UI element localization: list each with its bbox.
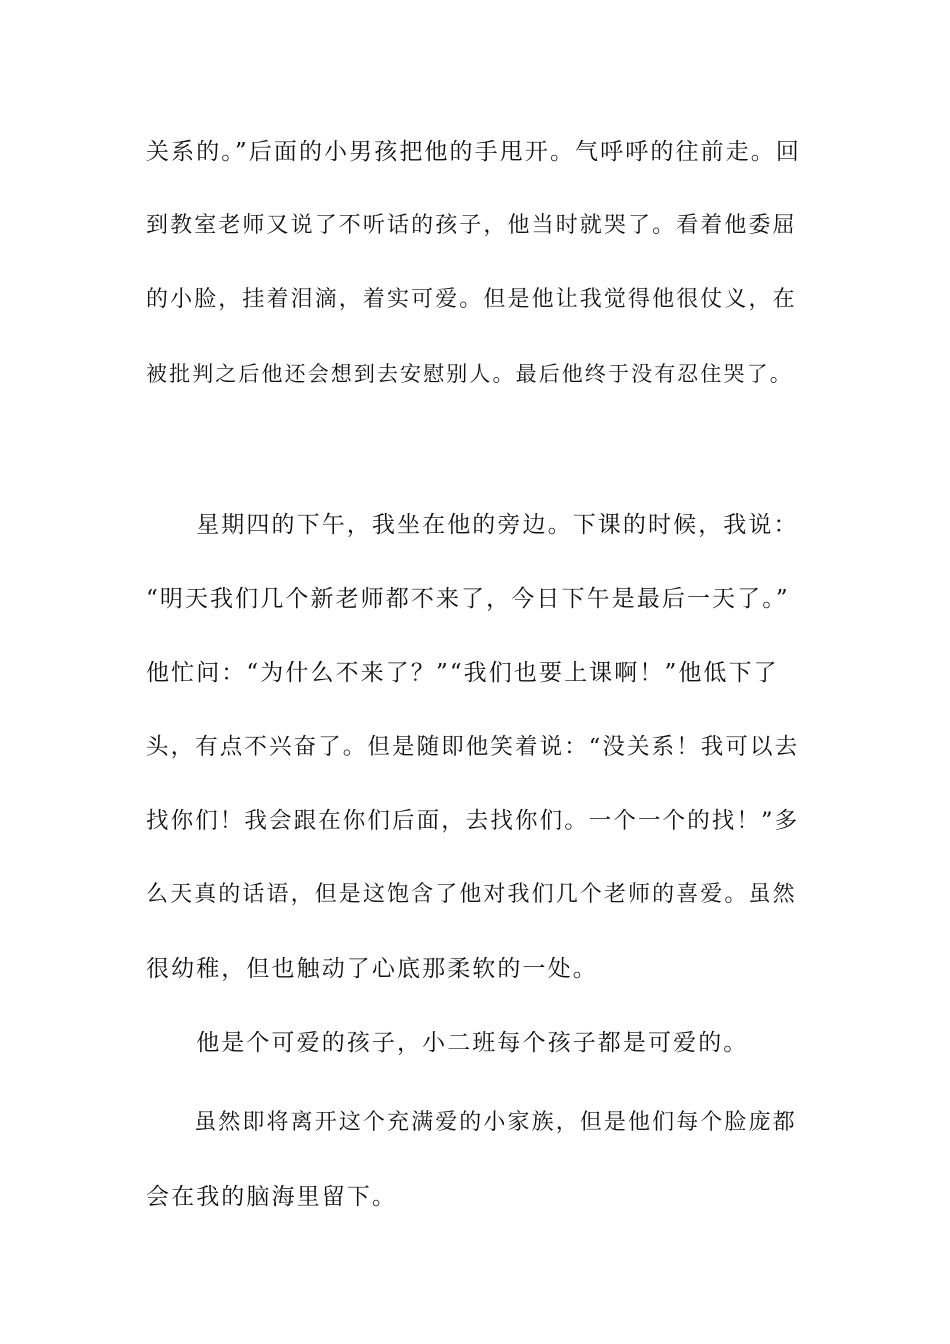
paragraph-1 [146,115,806,411]
text-line: 么天真的话语，但是这饱含了他对我们几个老师的喜爱。虽然 [146,882,797,907]
text-line: 会在我的脑海里留下。 [146,1184,397,1210]
text-line: 到教室老师又说了不听话的孩子，他当时就哭了。看着他委屈 [146,213,797,238]
text-line: 他是个可爱的孩子，小二班每个孩子都是可爱的。 [146,1030,749,1056]
text-line: 虽然即将离开这个充满爱的小家族，但是他们每个脸庞都 [146,1110,797,1135]
text-line: 头，有点不兴奋了。但是随即他笑着说：“没关系！我可以去 [146,734,800,760]
text-line: 星期四的下午，我坐在他的旁边。下课的时候，我说： [146,512,799,538]
paragraph-4 [146,1086,806,1234]
text-line: 关系的。”后面的小男孩把他的手甩开。气呼呼的往前走。回 [146,139,801,165]
text-line: 的小脸，挂着泪滴，着实可爱。但是他让我觉得他很仗义，在 [146,287,797,312]
text-line: “明天我们几个新老师都不来了，今日下午是最后一天了。” [146,586,790,612]
text-line: 很幼稚，但也触动了心底那柔软的一处。 [146,956,598,982]
paragraph-3 [146,1006,806,1080]
text-line: 找你们！我会跟在你们后面，去找你们。一个一个的找！”多 [146,808,800,834]
text-line: 他忙问：“为什么不来了？”“我们也要上课啊！”他低下了 [146,660,779,686]
paragraph-2 [146,488,806,1006]
text-line: 被批判之后他还会想到去安慰别人。最后他终于没有忍住哭了。 [146,362,793,386]
